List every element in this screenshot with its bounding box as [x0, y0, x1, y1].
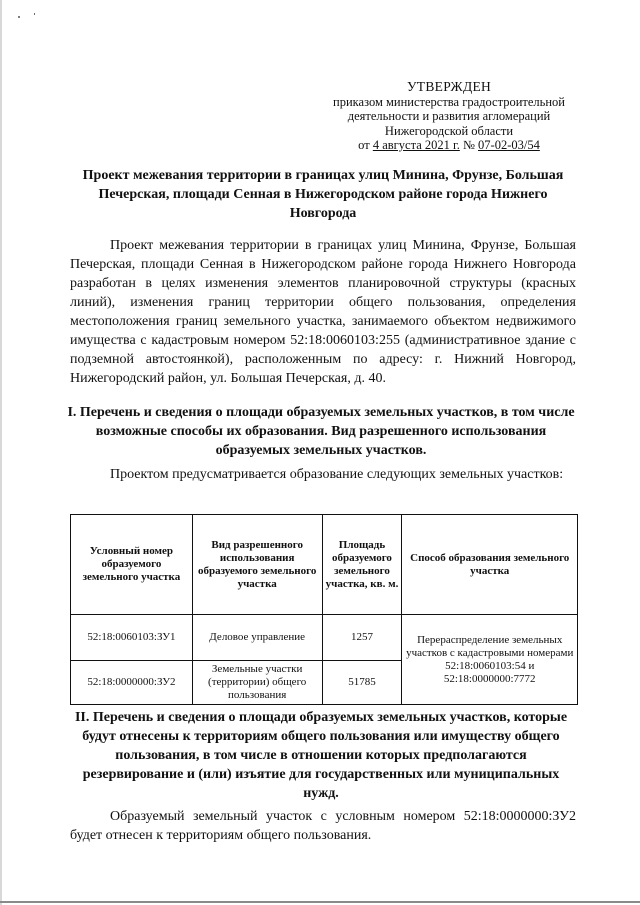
table-cell-method: Перераспределение земельных участков с кадастровыми номерами 52:18:0060103:54 и 52:18:0000000:7772	[402, 615, 578, 705]
table-header-cell: Вид разрешенного использования образуемого земельного участка	[192, 515, 322, 615]
scan-speck	[18, 16, 20, 18]
table-row	[71, 615, 578, 661]
table-header-cell: Способ образования земельного участка	[402, 515, 578, 615]
table-header-row	[71, 515, 578, 615]
table-header-cell: Условный номер образуемого земельного участка	[71, 515, 193, 615]
approval-line: Нижегородской области	[384, 123, 514, 138]
approval-number-sign: №	[462, 138, 475, 152]
approval-title: УТВЕРЖДЕН	[406, 79, 492, 94]
approval-line: деятельности и развития агломераций	[347, 109, 551, 123]
land-plots-table	[70, 514, 578, 705]
scan-edge-shadow	[0, 0, 2, 905]
section-1-heading: I. Перечень и сведения о площади образуемых земельных участков, в том числе возможные способы их образования. Вид разрешенного использования образуемых земельных участков.	[67, 405, 575, 458]
table-cell-use: Деловое управление	[192, 615, 322, 661]
table-cell-area: 1257	[322, 615, 402, 661]
table-cell-area: 51785	[322, 661, 402, 705]
document-title: Проект межевания территории в границах улиц Минина, Фрунзе, Большая Печерская, площади Сенная в Нижегородском районе города Нижнего Новгорода	[82, 168, 564, 221]
intro-paragraph: Проект межевания территории в границах улиц Минина, Фрунзе, Большая Печерская, площади Сенная в Нижегородском районе города Нижнего Новгорода разработан в целях изменения элементов планировочной структуры (красных линий), изменения границ территории общего пользования, определения местоположения границ земельного участка, занимаемого объектом недвижимого имущества с кадастровым номером 52:18:0060103:255 (административное здание с подземной автостоянкой), расположенным по адресу: г. Нижний Новгород, Нижегородский район, ул. Большая Печерская, д. 40.	[70, 238, 576, 386]
section-2-heading: II. Перечень и сведения о площади образуемых земельных участков, которые будут отнесены к территориям общего пользования или имуществу общего пользования, в том числе в отношении которых предполагаются резервирование и (или) изъятие для государственных или муниципальных нужд.	[74, 710, 568, 801]
scan-speck	[34, 13, 35, 15]
scan-bottom-edge	[0, 901, 640, 903]
section-2-text: Образуемый земельный участок с условным номером 52:18:0000000:ЗУ2 будет отнесен к территориям общего пользования.	[70, 809, 576, 843]
approval-line: приказом министерства градостроительной	[333, 94, 565, 109]
approval-prefix: от	[358, 138, 370, 152]
approval-stamp	[318, 80, 580, 153]
table-cell-use: Земельные участки (территории) общего пользования	[192, 661, 322, 705]
approval-date-line	[318, 138, 580, 153]
table-cell-number: 52:18:0060103:ЗУ1	[71, 615, 193, 661]
table-header-cell: Площадь образуемого земельного участка, кв. м.	[322, 515, 402, 615]
approval-number: 07-02-03/54	[478, 138, 540, 152]
section-1-text: Проектом предусматривается образование следующих земельных участков:	[110, 467, 564, 482]
table-cell-number: 52:18:0000000:ЗУ2	[71, 661, 193, 705]
approval-date: 4 августа 2021 г.	[372, 138, 460, 152]
